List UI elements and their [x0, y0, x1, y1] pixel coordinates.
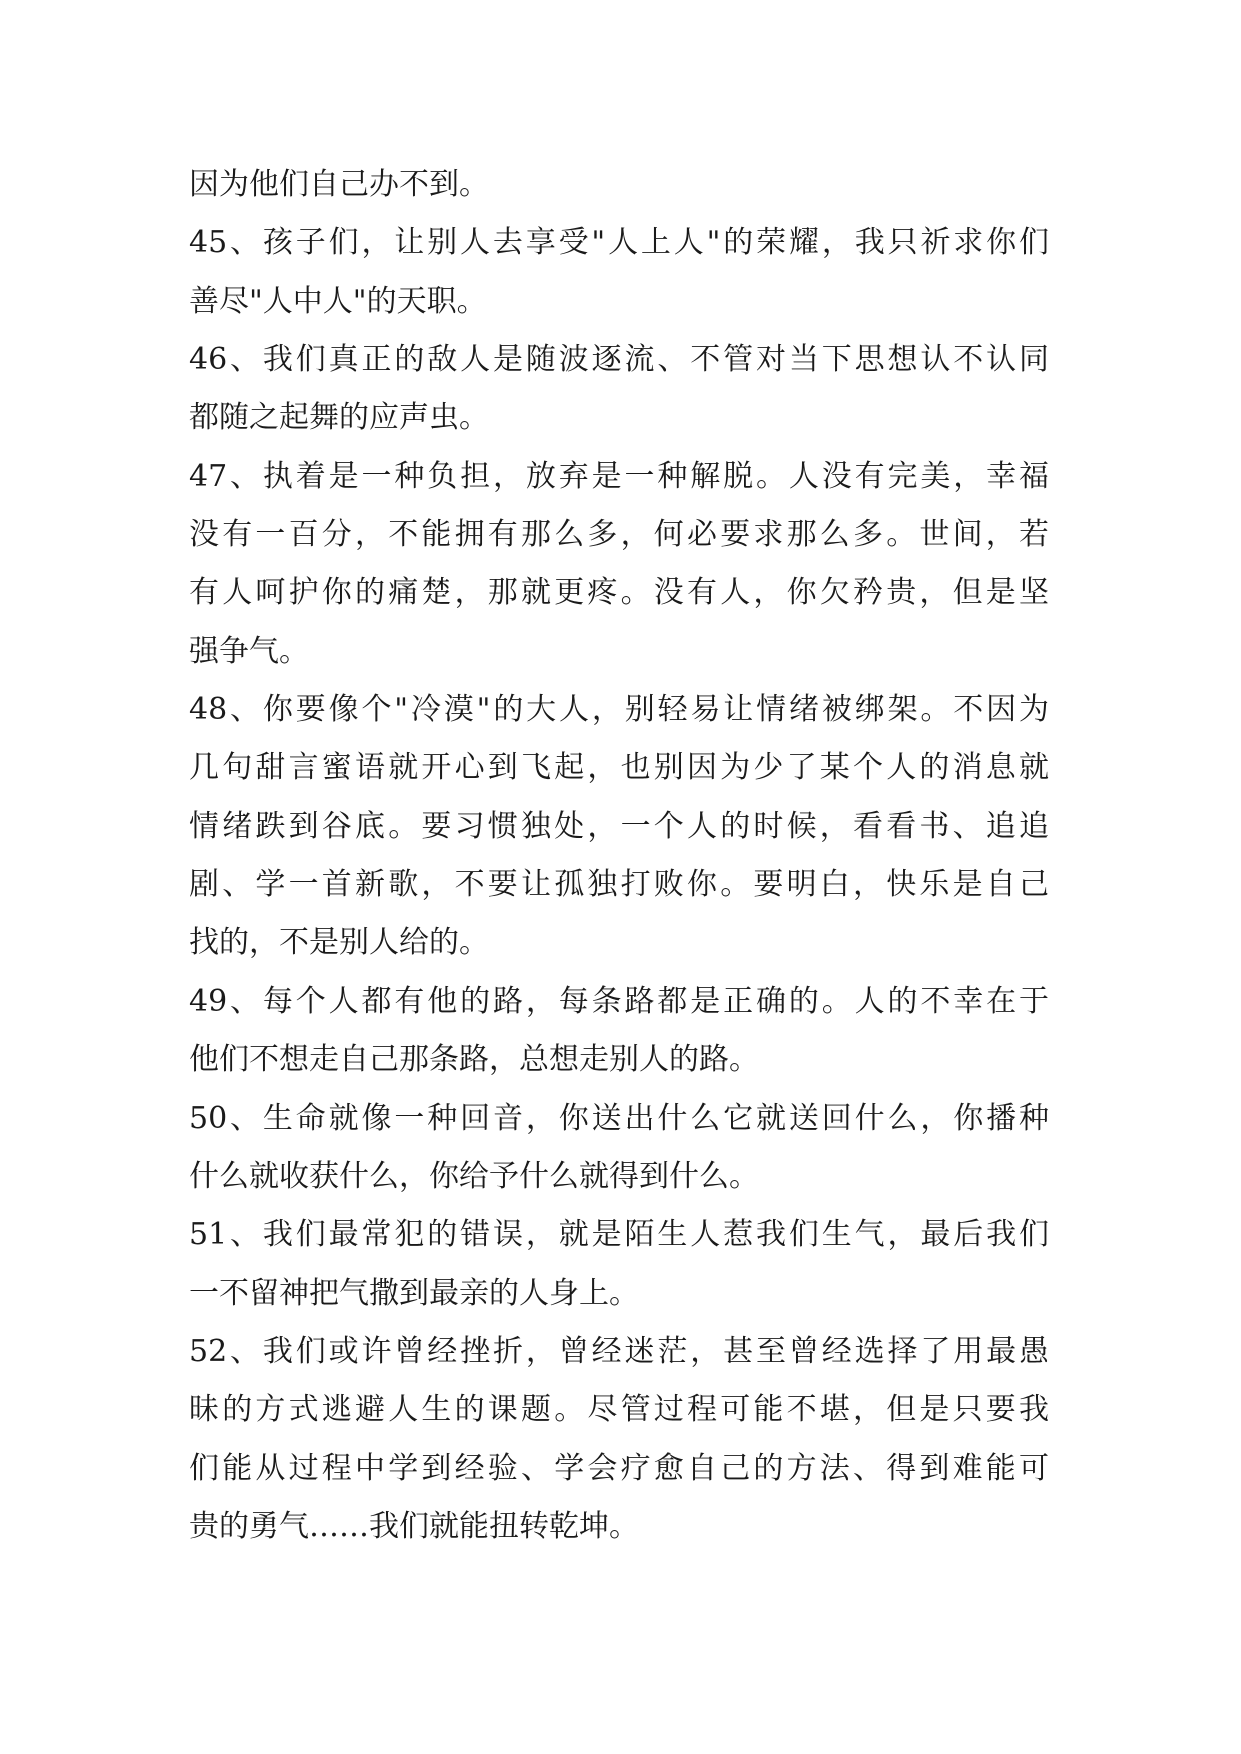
text-line: 贵的勇气……我们就能扭转乾坤。: [189, 1508, 639, 1544]
text-line: 47、执着是一种负担，放弃是一种解脱。人没有完美，幸福: [189, 458, 1049, 494]
quote-item-52: [189, 1323, 1049, 1556]
text-line: 45、孩子们，让别人去享受"人上人"的荣耀，我只祈求你们: [189, 225, 1049, 261]
text-line: 46、我们真正的敌人是随波逐流、不管对当下思想认不认同: [189, 342, 1049, 378]
text-line: 都随之起舞的应声虫。: [189, 400, 489, 436]
quote-item-50: [189, 1090, 1049, 1207]
text-line: 什么就收获什么，你给予什么就得到什么。: [189, 1158, 759, 1194]
quote-item-45: [189, 214, 1049, 331]
quote-item-46: [189, 331, 1049, 448]
text-line: 因为他们自己办不到。: [189, 167, 489, 202]
quote-item-51: [189, 1206, 1049, 1323]
text-line: 没有一百分，不能拥有那么多，何必要求那么多。世间，若: [189, 517, 1049, 553]
paragraph-continued: [189, 156, 1049, 214]
text-line: 一不留神把气撒到最亲的人身上。: [189, 1275, 639, 1311]
text-line: 他们不想走自己那条路，总想走别人的路。: [189, 1042, 759, 1078]
text-line: 剧、学一首新歌，不要让孤独打败你。要明白，快乐是自己: [189, 867, 1049, 903]
text-line: 们能从过程中学到经验、学会疗愈自己的方法、得到难能可: [189, 1450, 1049, 1486]
text-line: 49、每个人都有他的路，每条路都是正确的。人的不幸在于: [189, 983, 1049, 1019]
text-line: 情绪跌到谷底。要习惯独处，一个人的时候，看看书、追追: [189, 808, 1049, 844]
text-line: 51、我们最常犯的错误，就是陌生人惹我们生气，最后我们: [189, 1217, 1049, 1253]
text-line: 48、你要像个"冷漠"的大人，别轻易让情绪被绑架。不因为: [189, 692, 1049, 728]
quote-item-49: [189, 973, 1049, 1090]
text-line: 几句甜言蜜语就开心到飞起，也别因为少了某个人的消息就: [189, 750, 1049, 786]
quote-item-48: [189, 681, 1049, 973]
text-line: 昧的方式逃避人生的课题。尽管过程可能不堪，但是只要我: [189, 1392, 1049, 1428]
text-line: 52、我们或许曾经挫折，曾经迷茫，甚至曾经选择了用最愚: [189, 1333, 1049, 1369]
text-line: 善尽"人中人"的天职。: [189, 283, 487, 319]
document-body: [189, 156, 1049, 1556]
text-line: 找的，不是别人给的。: [189, 925, 489, 961]
quote-item-47: [189, 448, 1049, 681]
text-line: 50、生命就像一种回音，你送出什么它就送回什么，你播种: [189, 1100, 1049, 1136]
text-line: 强争气。: [189, 633, 309, 669]
text-line: 有人呵护你的痛楚，那就更疼。没有人，你欠矜贵，但是坚: [189, 575, 1049, 611]
